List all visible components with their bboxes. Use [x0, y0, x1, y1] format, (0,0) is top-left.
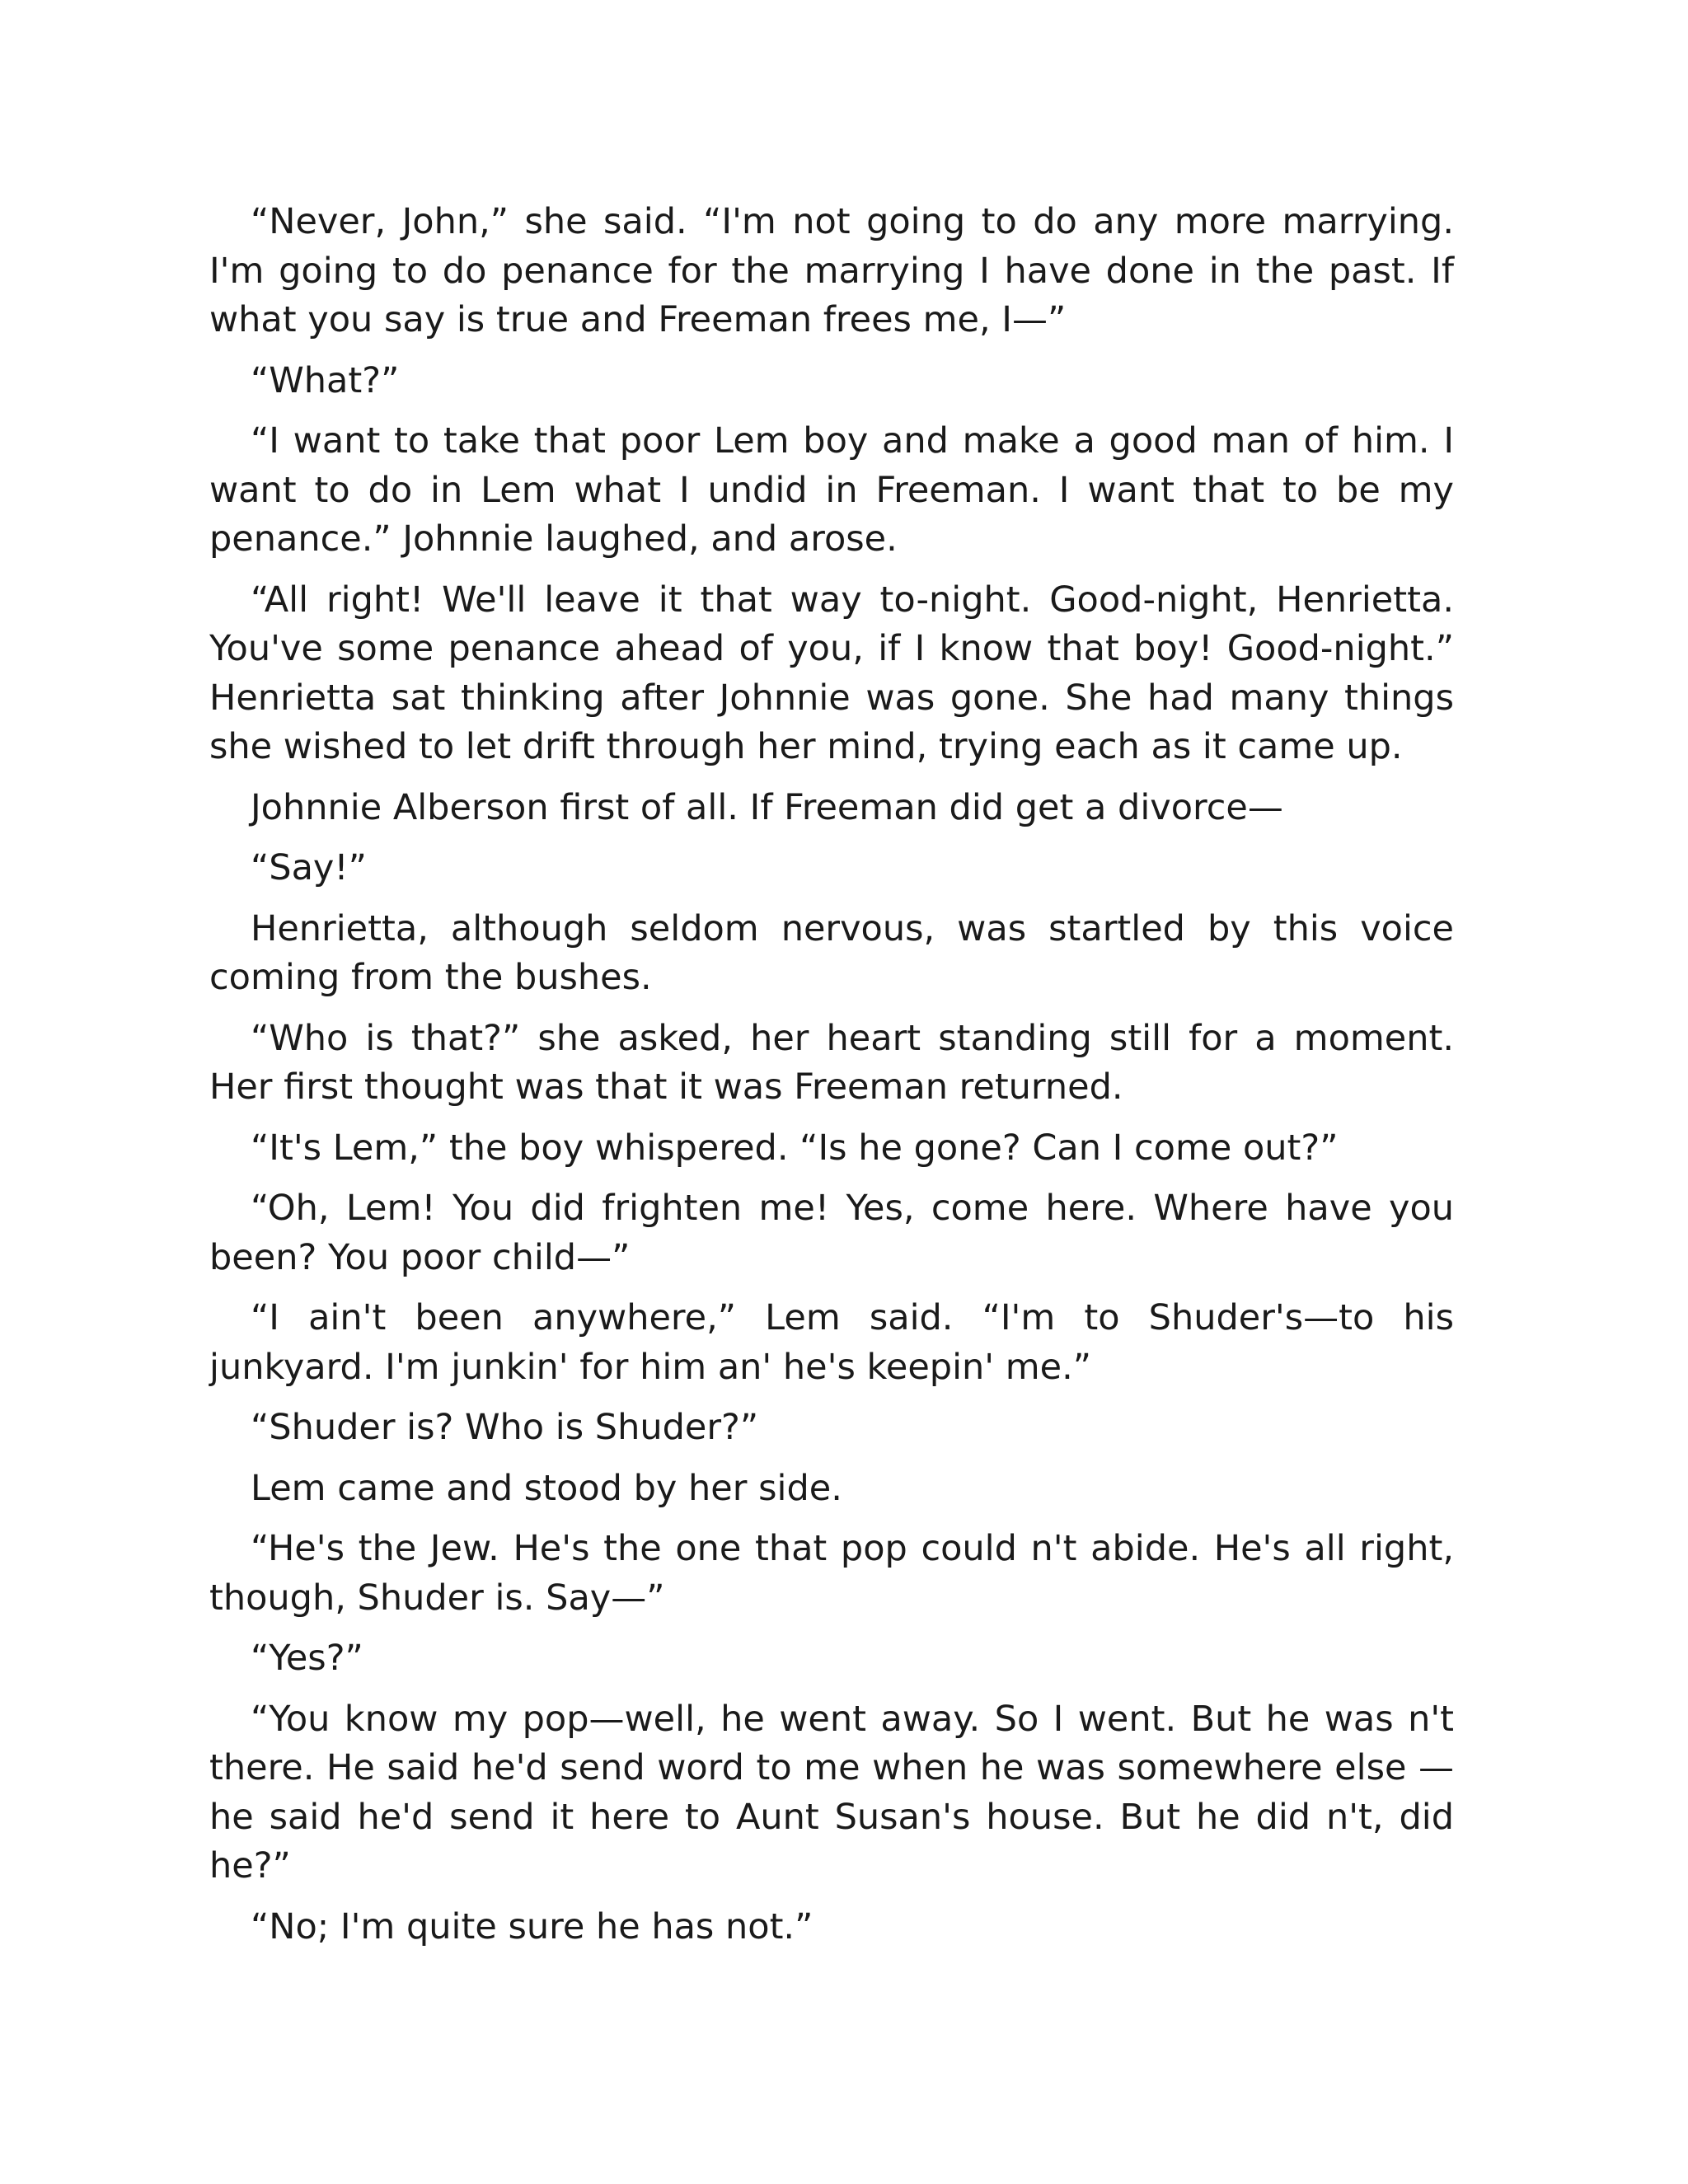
paragraph: “I want to take that poor Lem boy and make a good man of him. I want to do in Lem what I undid in Freeman. I want that to be my penance.” Johnnie laughed, and arose. — [209, 420, 1454, 560]
paragraph: Lem came and stood by her side. — [251, 1467, 842, 1509]
page-text — [209, 198, 1454, 1963]
paragraph: “You know my pop—well, he went away. So I went. But he was n't there. He said he'd send word to me when he was somewhere else —he said he'd send it here to Aunt Susan's house. But he did n't, did he?” — [209, 1698, 1454, 1886]
paragraph: “Shuder is? Who is Shuder?” — [251, 1407, 759, 1448]
paragraph: “I ain't been anywhere,” Lem said. “I'm to Shuder's—to his junkyard. I'm junkin' for him an' he's keepin' me.” — [209, 1297, 1454, 1388]
paragraph: “No; I'm quite sure he has not.” — [251, 1905, 814, 1947]
paragraph: “Say!” — [251, 847, 367, 888]
paragraph: “Oh, Lem! You did frighten me! Yes, come here. Where have you been? You poor child—” — [209, 1188, 1454, 1278]
paragraph: “All right! We'll leave it that way to-night. Good-night, Henrietta. You've some penance ahead of you, if I know that boy! Good-night.” Henrietta sat thinking after Johnnie was gone. She had many things she wished to let drift through her mind, trying each as it came up. — [209, 579, 1454, 767]
paragraph: Henrietta, although seldom nervous, was startled by this voice coming from the bushes. — [209, 907, 1454, 998]
paragraph: “Never, John,” she said. “I'm not going to do any more marrying. I'm going to do penance for the marrying I have done in the past. If what you say is true and Freeman frees me, I—” — [209, 201, 1454, 340]
paragraph: “Yes?” — [251, 1638, 363, 1679]
paragraph: “It's Lem,” the boy whispered. “Is he gone? Can I come out?” — [251, 1127, 1339, 1169]
paragraph: Johnnie Alberson first of all. If Freeman did get a divorce— — [251, 786, 1283, 828]
paragraph: “Who is that?” she asked, her heart standing still for a moment. Her first thought was that it was Freeman returned. — [209, 1017, 1454, 1108]
paragraph: “He's the Jew. He's the one that pop could n't abide. He's all right, though, Shuder is. Say—” — [209, 1528, 1454, 1619]
paragraph: “What?” — [251, 359, 400, 401]
